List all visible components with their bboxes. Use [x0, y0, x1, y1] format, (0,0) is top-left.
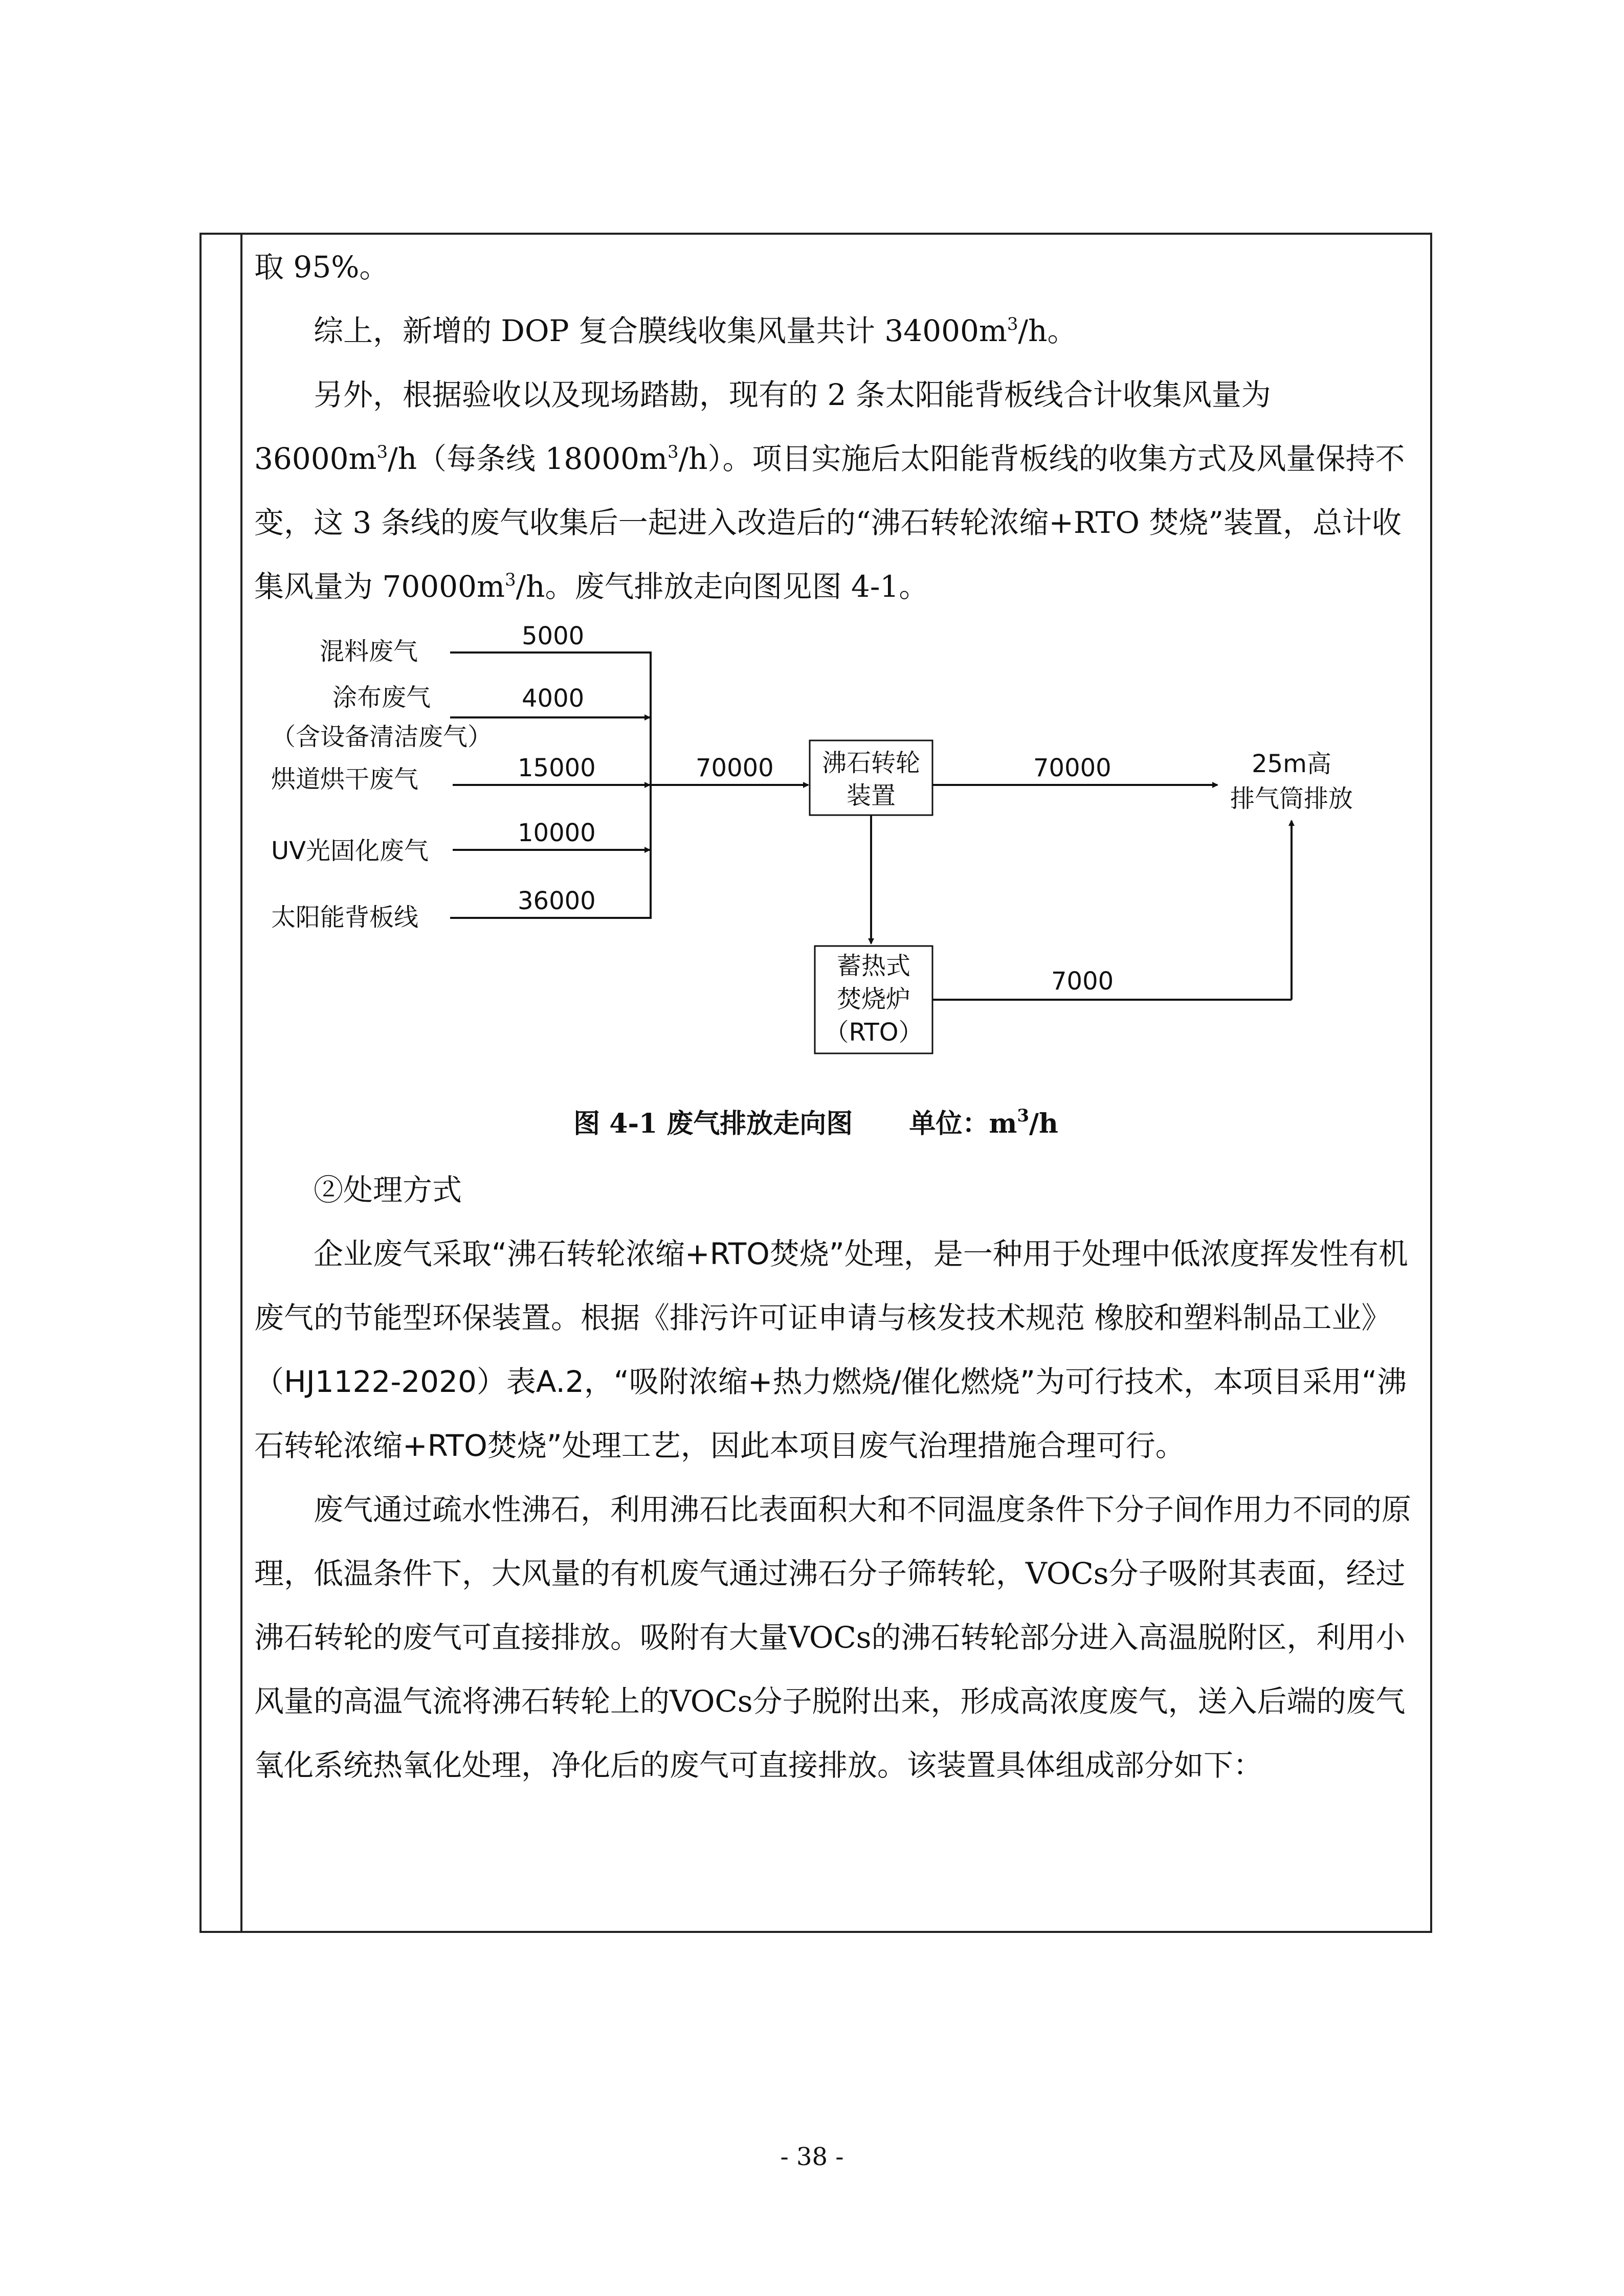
source-flow-solar: 36000 [518, 887, 596, 915]
zeolite-to-stack-flow: 70000 [1033, 754, 1111, 782]
source-flow-mixing: 5000 [522, 622, 585, 650]
rto-box-line-2: 焚烧炉 [836, 985, 911, 1014]
rto-box-line-1: 蓄热式 [836, 952, 911, 980]
section-heading: ②处理方式 [314, 1173, 462, 1207]
source-label-coating: 涂布废气 [332, 683, 431, 712]
zeolite-box-line-2: 装置 [846, 781, 896, 810]
zeolite-box-line-1: 沸石转轮 [821, 749, 921, 777]
flow-diagram-svg [251, 614, 1427, 1074]
frame-left-column-line [240, 233, 242, 1933]
source-label-uv: UV光固化废气 [271, 837, 429, 865]
rto-to-stack-flow: 7000 [1051, 967, 1114, 996]
source-sublabel-coating: （含设备清洁废气） [271, 723, 493, 751]
paragraph-treatment: 企业废气采取“沸石转轮浓缩+RTO焚烧”处理，是一种用于处理中低浓度挥发性有机废气的节能型环保装置。根据《排污许可证申请与核发技术规范 橡胶和塑料制品工业》（HJ1122-2020）表A.2，“吸附浓缩+热力燃烧/催化燃烧”为可行技术，本项目采用“沸石转轮浓缩+RTO焚烧”处理工艺，因此本项目废气治理措施合理可行。 [254, 1236, 1408, 1463]
exhaust-flow-diagram [251, 614, 1427, 1074]
source-flow-coating: 4000 [522, 684, 585, 713]
paragraph-1: 取 95%。 [254, 250, 389, 284]
figure-caption: 图 4-1 废气排放走向图 单位：$m^3/h$ [573, 1106, 1058, 1139]
stack-label-line-2: 排气筒排放 [1230, 784, 1353, 813]
stack-label-line-1: 25m高 [1252, 750, 1331, 778]
source-flow-drying: 15000 [518, 754, 596, 782]
page-number: - 38 - [780, 2143, 844, 2171]
source-flow-uv: 10000 [518, 819, 596, 847]
text-block-bottom [254, 1158, 1422, 1797]
paragraph-3: 另外，根据验收以及现场踏勘，现有的 2 条太阳能背板线合计收集风量为 $36000m^3/h$（每条线 $18000m^3/h$）。项目实施后太阳能背板线的收集方式及风量保持不变，这 3 条线的废气收集后一起进入改造后的“沸石转轮浓缩+RTO 焚烧”装置，总计收集风量为 $70000m^3/h$。废气排放走向图见图 4-1。 [254, 377, 1405, 604]
source-label-solar: 太阳能背板线 [271, 903, 419, 932]
rto-box-line-3: （RTO） [824, 1018, 923, 1047]
source-label-drying: 烘道烘干废气 [271, 765, 419, 794]
paragraph-zeolite-principle: 废气通过疏水性沸石，利用沸石比表面积大和不同温度条件下分子间作用力不同的原理，低温条件下，大风量的有机废气通过沸石分子筛转轮，VOCs分子吸附其表面，经过沸石转轮的废气可直接排放。吸附有大量VOCs的沸石转轮部分进入高温脱附区，利用小风量的高温气流将沸石转轮上的VOCs分子脱附出来，形成高浓度废气，送入后端的废气氧化系统热氧化处理，净化后的废气可直接排放。该装置具体组成部分如下： [254, 1492, 1412, 1783]
source-label-mixing: 混料废气 [320, 637, 418, 666]
text-block-top [254, 235, 1422, 619]
merged-flow: 70000 [696, 754, 774, 782]
paragraph-2: 综上，新增的 DOP 复合膜线收集风量共计 $34000m^3/h$。 [314, 313, 1077, 348]
